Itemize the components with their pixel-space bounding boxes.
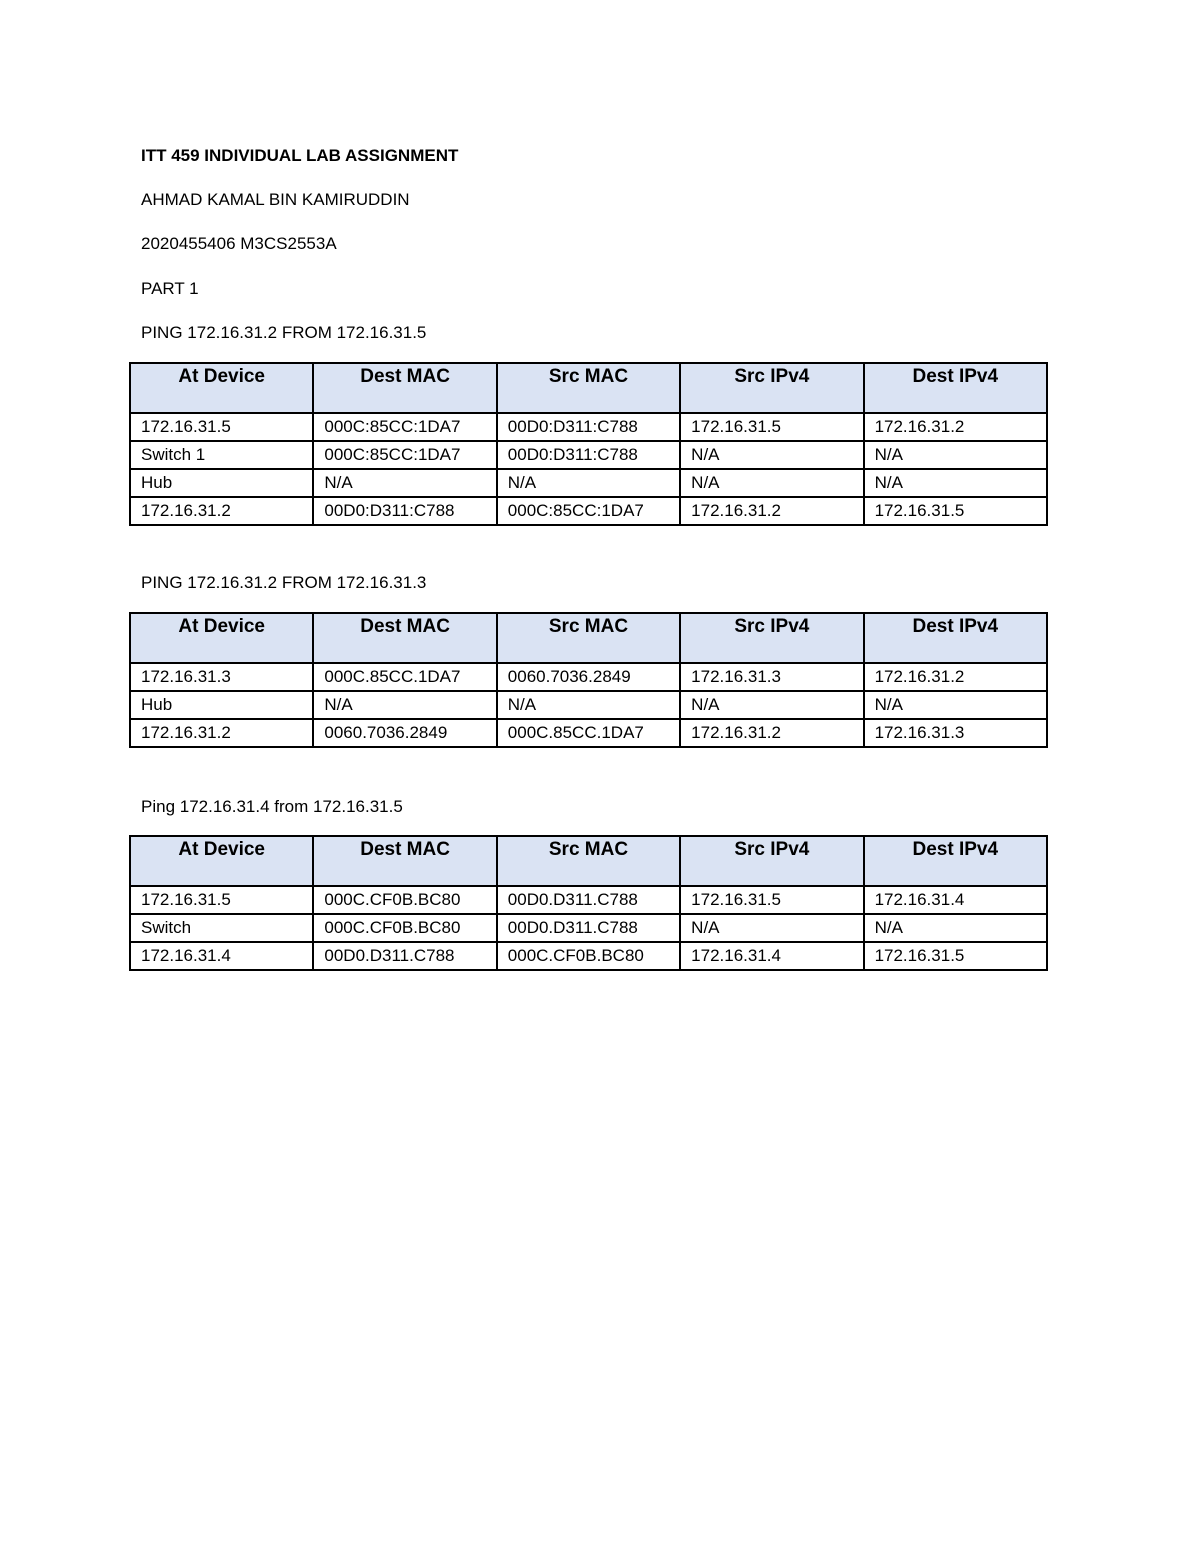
column-header: Src IPv4 <box>680 363 863 413</box>
table-cell: 172.16.31.4 <box>864 886 1047 914</box>
table-cell: 00D0:D311:C788 <box>497 413 680 441</box>
column-header: At Device <box>130 613 313 663</box>
table-cell: N/A <box>864 469 1047 497</box>
table-cell: 000C.CF0B.BC80 <box>497 942 680 970</box>
column-header: Src IPv4 <box>680 613 863 663</box>
section-heading-1: PING 172.16.31.2 FROM 172.16.31.5 <box>141 323 427 342</box>
table-cell: N/A <box>680 469 863 497</box>
table-cell: 172.16.31.2 <box>130 719 313 747</box>
table-cell: N/A <box>680 691 863 719</box>
table-cell: 172.16.31.5 <box>864 942 1047 970</box>
table-cell: 00D0.D311.C788 <box>497 886 680 914</box>
table-row <box>130 914 1047 942</box>
column-header: Src MAC <box>497 363 680 413</box>
table-cell: 0060.7036.2849 <box>313 719 496 747</box>
column-header: Dest MAC <box>313 613 496 663</box>
table-cell: Switch <box>130 914 313 942</box>
table-cell: N/A <box>497 691 680 719</box>
table-header-row <box>130 836 1047 886</box>
table-cell: 172.16.31.2 <box>680 497 863 525</box>
table-row <box>130 942 1047 970</box>
document-title: ITT 459 INDIVIDUAL LAB ASSIGNMENT <box>141 146 459 165</box>
table-cell: 000C.CF0B.BC80 <box>313 886 496 914</box>
table-cell: 172.16.31.2 <box>864 663 1047 691</box>
section-heading-3: Ping 172.16.31.4 from 172.16.31.5 <box>141 797 403 816</box>
table-cell: 00D0:D311:C788 <box>497 441 680 469</box>
column-header: Src MAC <box>497 836 680 886</box>
results-table-2 <box>129 612 1048 748</box>
table-cell: 172.16.31.3 <box>680 663 863 691</box>
table-header-row <box>130 363 1047 413</box>
table-cell: 000C.85CC.1DA7 <box>497 719 680 747</box>
student-id: 2020455406 M3CS2553A <box>141 234 337 253</box>
table-cell: 172.16.31.5 <box>680 886 863 914</box>
table-cell: 172.16.31.2 <box>864 413 1047 441</box>
column-header: Dest IPv4 <box>864 836 1047 886</box>
table-row <box>130 497 1047 525</box>
table-cell: N/A <box>864 691 1047 719</box>
table-cell: 172.16.31.5 <box>680 413 863 441</box>
table-row <box>130 469 1047 497</box>
table-cell: N/A <box>864 914 1047 942</box>
table-cell: Switch 1 <box>130 441 313 469</box>
table-header-row <box>130 613 1047 663</box>
part-heading: PART 1 <box>141 279 199 298</box>
column-header: Dest MAC <box>313 363 496 413</box>
table-cell: 172.16.31.5 <box>130 886 313 914</box>
column-header: At Device <box>130 363 313 413</box>
table-cell: N/A <box>497 469 680 497</box>
table-row <box>130 413 1047 441</box>
table-cell: N/A <box>313 469 496 497</box>
table-cell: 000C:85CC:1DA7 <box>313 413 496 441</box>
table-cell: Hub <box>130 469 313 497</box>
table-cell: 172.16.31.4 <box>680 942 863 970</box>
table-cell: N/A <box>313 691 496 719</box>
table-cell: N/A <box>680 914 863 942</box>
column-header: Dest IPv4 <box>864 613 1047 663</box>
table-row <box>130 441 1047 469</box>
column-header: Dest IPv4 <box>864 363 1047 413</box>
column-header: At Device <box>130 836 313 886</box>
table-cell: N/A <box>680 441 863 469</box>
results-table-3 <box>129 835 1048 971</box>
table-row <box>130 719 1047 747</box>
column-header: Dest MAC <box>313 836 496 886</box>
column-header: Src IPv4 <box>680 836 863 886</box>
table-cell: 00D0.D311.C788 <box>497 914 680 942</box>
table-cell: 172.16.31.5 <box>130 413 313 441</box>
table-cell: 0060.7036.2849 <box>497 663 680 691</box>
table-row <box>130 663 1047 691</box>
column-header: Src MAC <box>497 613 680 663</box>
table-cell: 00D0.D311.C788 <box>313 942 496 970</box>
table-cell: 000C.85CC.1DA7 <box>313 663 496 691</box>
table-cell: 172.16.31.3 <box>130 663 313 691</box>
table-row <box>130 691 1047 719</box>
table-cell: 000C:85CC:1DA7 <box>497 497 680 525</box>
table-cell: Hub <box>130 691 313 719</box>
student-name: AHMAD KAMAL BIN KAMIRUDDIN <box>141 190 410 209</box>
results-table-1 <box>129 362 1048 526</box>
table-cell: 000C.CF0B.BC80 <box>313 914 496 942</box>
table-cell: 000C:85CC:1DA7 <box>313 441 496 469</box>
table-cell: 172.16.31.5 <box>864 497 1047 525</box>
table-row <box>130 886 1047 914</box>
table-cell: 172.16.31.3 <box>864 719 1047 747</box>
table-cell: 00D0:D311:C788 <box>313 497 496 525</box>
table-cell: 172.16.31.2 <box>680 719 863 747</box>
table-cell: N/A <box>864 441 1047 469</box>
table-cell: 172.16.31.4 <box>130 942 313 970</box>
table-cell: 172.16.31.2 <box>130 497 313 525</box>
section-heading-2: PING 172.16.31.2 FROM 172.16.31.3 <box>141 573 427 592</box>
